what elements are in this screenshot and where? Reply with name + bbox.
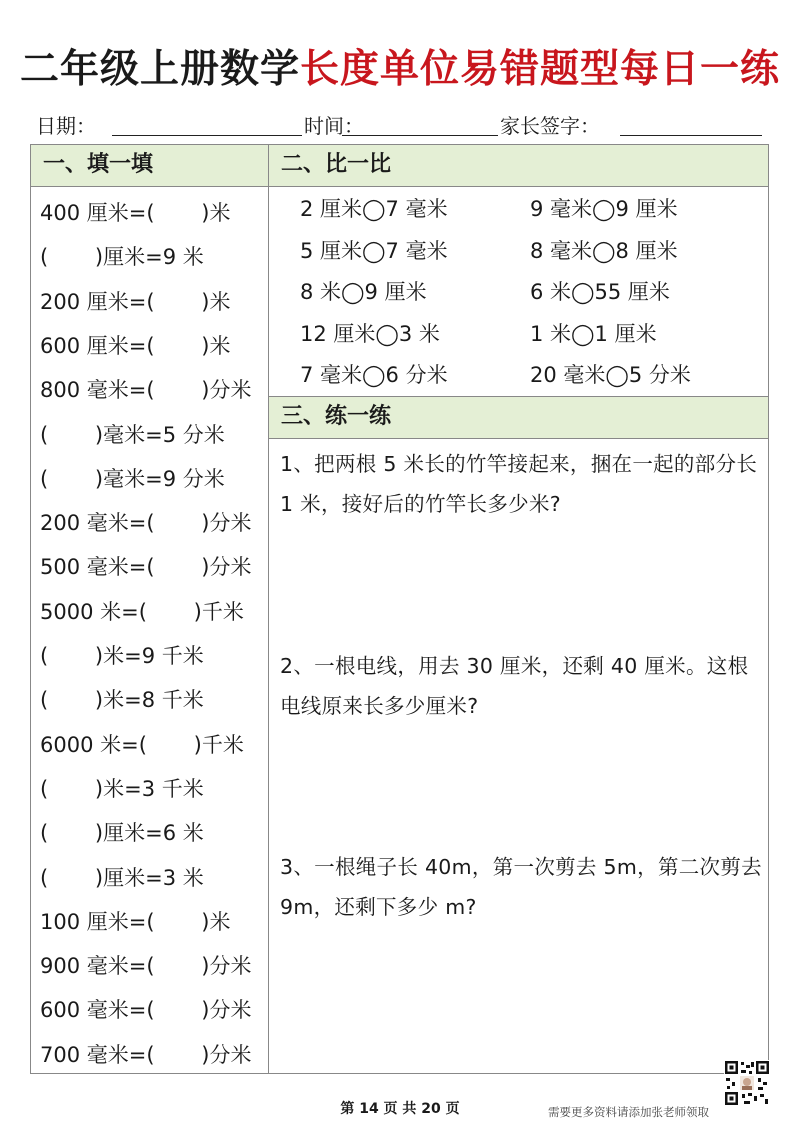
- compare-item-2-right: 8 毫米◯8 厘米: [530, 238, 678, 263]
- question-3: 3、一根绳子长 40m，第一次剪去 5m，第二次剪去 9m，还剩下多少 m?: [280, 855, 762, 919]
- fill-item-13: 6000 米=( )千米: [40, 732, 244, 757]
- meta-row: [36, 110, 766, 140]
- compare-item-4-right: 1 米◯1 厘米: [530, 321, 657, 346]
- fill-item-6: ( )毫米=5 分米: [40, 422, 225, 447]
- page-indicator: 第 14 页 共 20 页: [340, 1101, 460, 1117]
- fill-item-9: 500 毫米=( )分米: [40, 555, 252, 580]
- fill-item-5: 800 毫米=( )分米: [40, 378, 252, 403]
- compare-item-4-left: 12 厘米◯3 米: [300, 321, 440, 346]
- fill-item-12: ( )米=8 千米: [40, 688, 204, 713]
- section-practice-heading: 三、练一练: [269, 396, 768, 439]
- fill-item-17: 100 厘米=( )米: [40, 909, 231, 934]
- fill-item-16: ( )厘米=3 米: [40, 865, 204, 890]
- title-topic: 长度单位易错题型每日一练: [300, 47, 781, 92]
- question-2: 2、一根电线，用去 30 厘米，还剩 40 厘米。这根电线原来长多少厘米?: [280, 654, 749, 718]
- compare-item-2-left: 5 厘米◯7 毫米: [300, 238, 448, 263]
- compare-item-3-right: 6 米◯55 厘米: [530, 280, 670, 304]
- fill-item-7: ( )毫米=9 分米: [40, 466, 225, 491]
- footer-note: 需要更多资料请添加张老师领取: [548, 1105, 709, 1119]
- time-label: 时间：: [304, 114, 364, 138]
- question-1: 1、把两根 5 米长的竹竿接起来，捆在一起的部分长 1 米，接好后的竹竿长多少米?: [280, 452, 758, 516]
- section-compare-heading: 二、比一比: [269, 145, 768, 187]
- fill-item-4: 600 厘米=( )米: [40, 333, 231, 358]
- compare-item-1-right: 9 毫米◯9 厘米: [530, 197, 678, 221]
- title-grade: 二年级上册数学: [19, 47, 300, 92]
- fill-item-8: 200 毫米=( )分米: [40, 511, 252, 536]
- fill-item-11: ( )米=9 千米: [40, 644, 204, 668]
- compare-item-5-right: 20 毫米◯5 分米: [530, 363, 691, 387]
- worksheet-title: [0, 38, 800, 94]
- date-field[interactable]: [112, 135, 302, 136]
- fill-item-14: ( )米=3 千米: [40, 776, 204, 801]
- compare-item-5-left: 7 毫米◯6 分米: [300, 363, 448, 387]
- date-label: 日期：: [36, 114, 96, 138]
- compare-item-3-left: 8 米◯9 厘米: [300, 280, 427, 304]
- compare-item-1-left: 2 厘米◯7 毫米: [300, 197, 448, 221]
- fill-item-1: 400 厘米=( )米: [40, 201, 231, 225]
- fill-item-18: 900 毫米=( )分米: [40, 954, 252, 979]
- fill-item-3: 200 厘米=( )米: [40, 289, 231, 314]
- parent-signature-label: 家长签字：: [500, 114, 600, 138]
- time-field[interactable]: [342, 135, 498, 136]
- fill-item-20: 700 毫米=( )分米: [40, 1042, 252, 1067]
- column-divider: [268, 144, 269, 1074]
- parent-signature-field[interactable]: [620, 135, 762, 136]
- fill-item-19: 600 毫米=( )分米: [40, 998, 252, 1023]
- fill-item-15: ( )厘米=6 米: [40, 821, 204, 846]
- section-fill-heading: 一、填一填: [31, 145, 268, 187]
- fill-item-10: 5000 米=( )千米: [40, 599, 244, 624]
- qr-code-icon: [724, 1060, 770, 1116]
- fill-item-2: ( )厘米=9 米: [40, 245, 204, 270]
